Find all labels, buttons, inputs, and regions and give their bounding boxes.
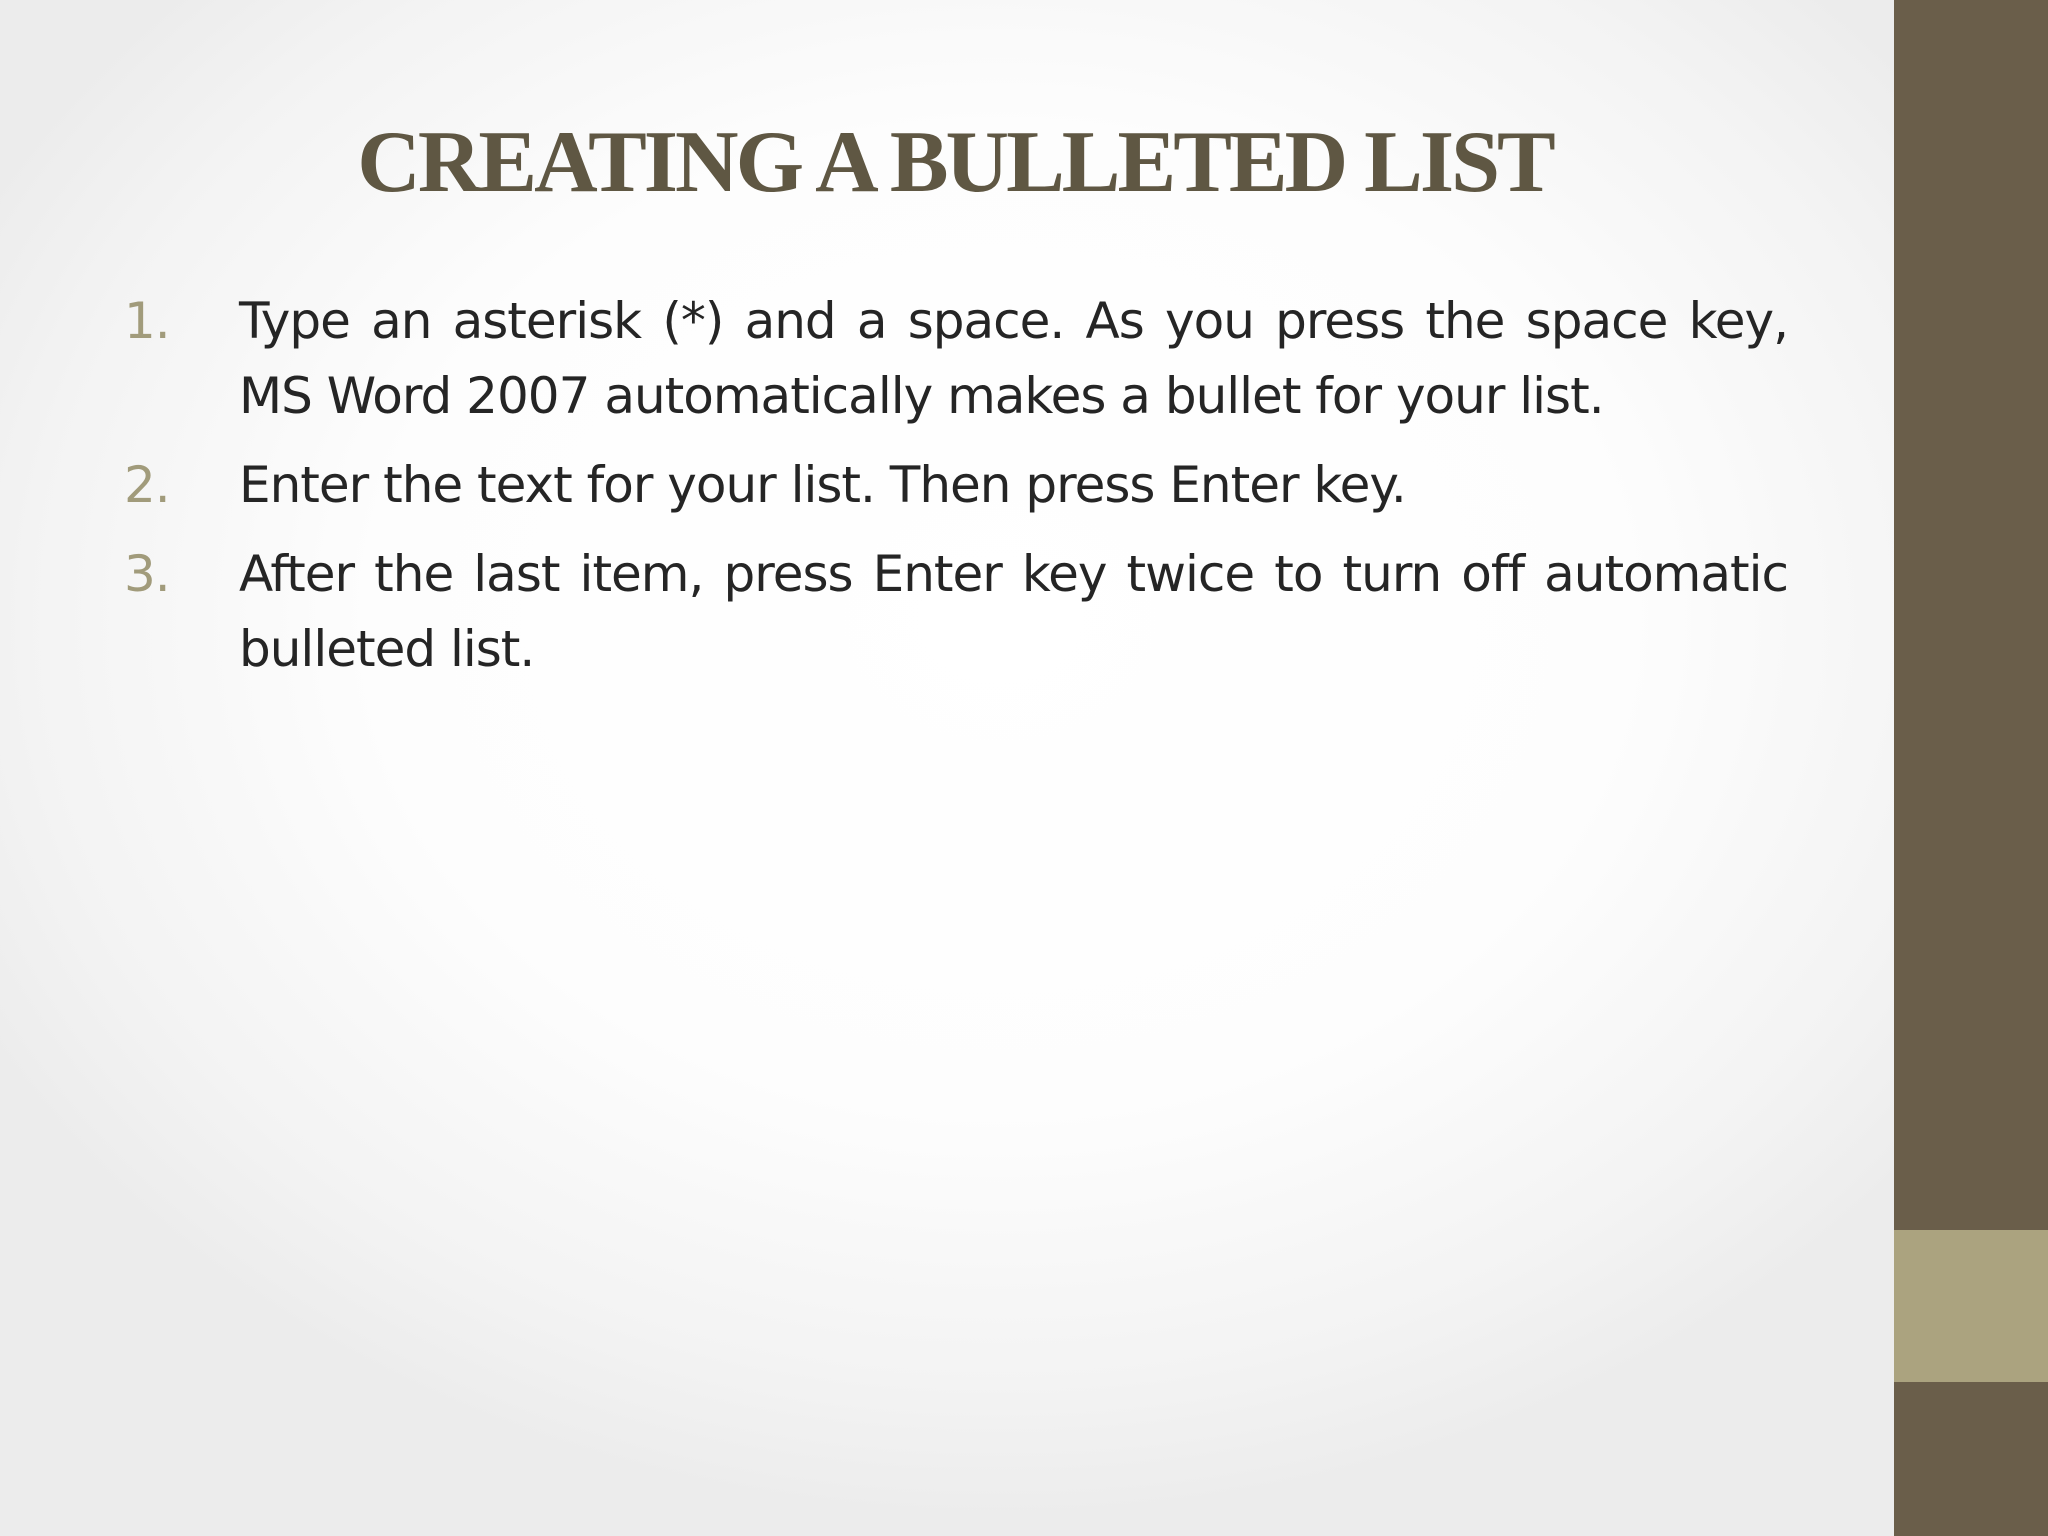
list-item-text: Enter the text for your list. Then press Enter key. [239,456,1406,514]
sidebar-accent-block [1894,1230,2048,1382]
list-item [120,537,1788,687]
list-item-text: Type an asterisk (*) and a space. As you press the space key, MS Word 2007 automatically makes a bullet for your list. [239,292,1788,425]
list-item-number: 3. [124,545,170,603]
list-item [120,448,1788,523]
list-item-text: After the last item, press Enter key twice to turn off automatic bulleted list. [239,545,1788,678]
list-item-number: 2. [124,456,170,514]
list-item-number: 1. [124,292,170,350]
list-item [120,284,1788,434]
numbered-list [120,284,1788,701]
slide-title: CREATING A BULLETED LIST [357,114,1553,211]
